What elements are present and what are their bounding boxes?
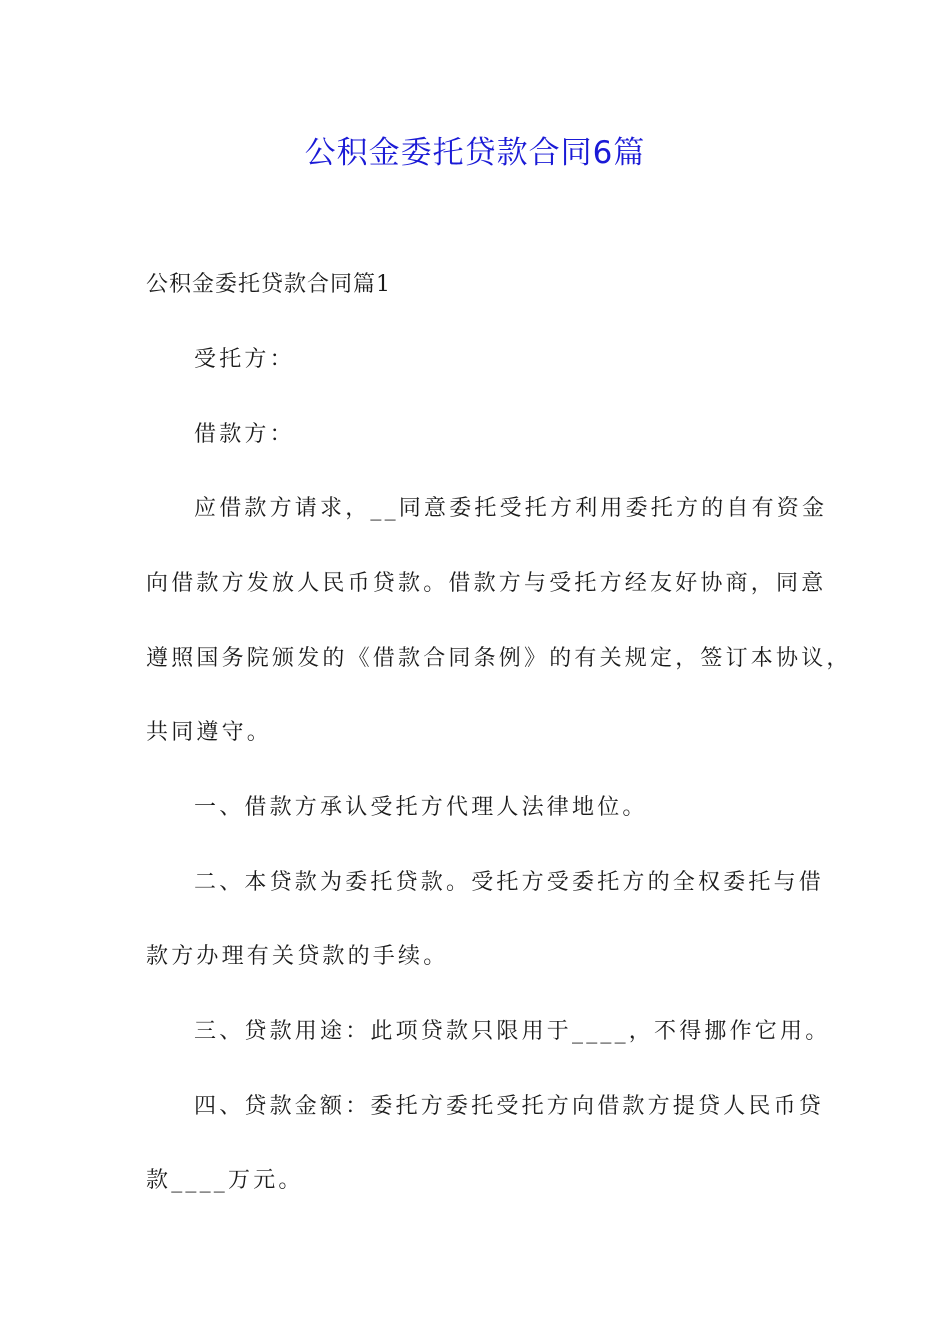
document-title: 公积金委托贷款合同6篇 [304,135,646,171]
clause-2-continued: 款方办理有关贷款的手续。 [146,944,449,969]
clause-2: 二、本贷款为委托贷款。受托方受委托方的全权委托与借 [194,870,825,895]
body-paragraph-line: 共同遵守。 [146,720,273,745]
clause-1: 一、借款方承认受托方代理人法律地位。 [194,795,648,820]
section-heading: 公积金委托贷款合同篇1 [146,272,391,297]
clause-4: 四、贷款金额：委托方委托受托方向借款方提贷人民币贷 [194,1094,825,1119]
entrusted-party-label: 受托方： [194,347,295,372]
clause-3: 三、贷款用途：此项贷款只限用于____，不得挪作它用。 [194,1019,831,1044]
body-paragraph-line: 向借款方发放人民币贷款。借款方与受托方经友好协商，同意 [146,571,827,596]
clause-4-continued: 款____万元。 [146,1168,304,1193]
body-paragraph-line: 遵照国务院颁发的《借款合同条例》的有关规定，签订本协议， [146,646,852,671]
body-paragraph-line: 应借款方请求，__同意委托受托方利用委托方的自有资金 [194,496,828,521]
borrower-label: 借款方： [194,422,295,447]
